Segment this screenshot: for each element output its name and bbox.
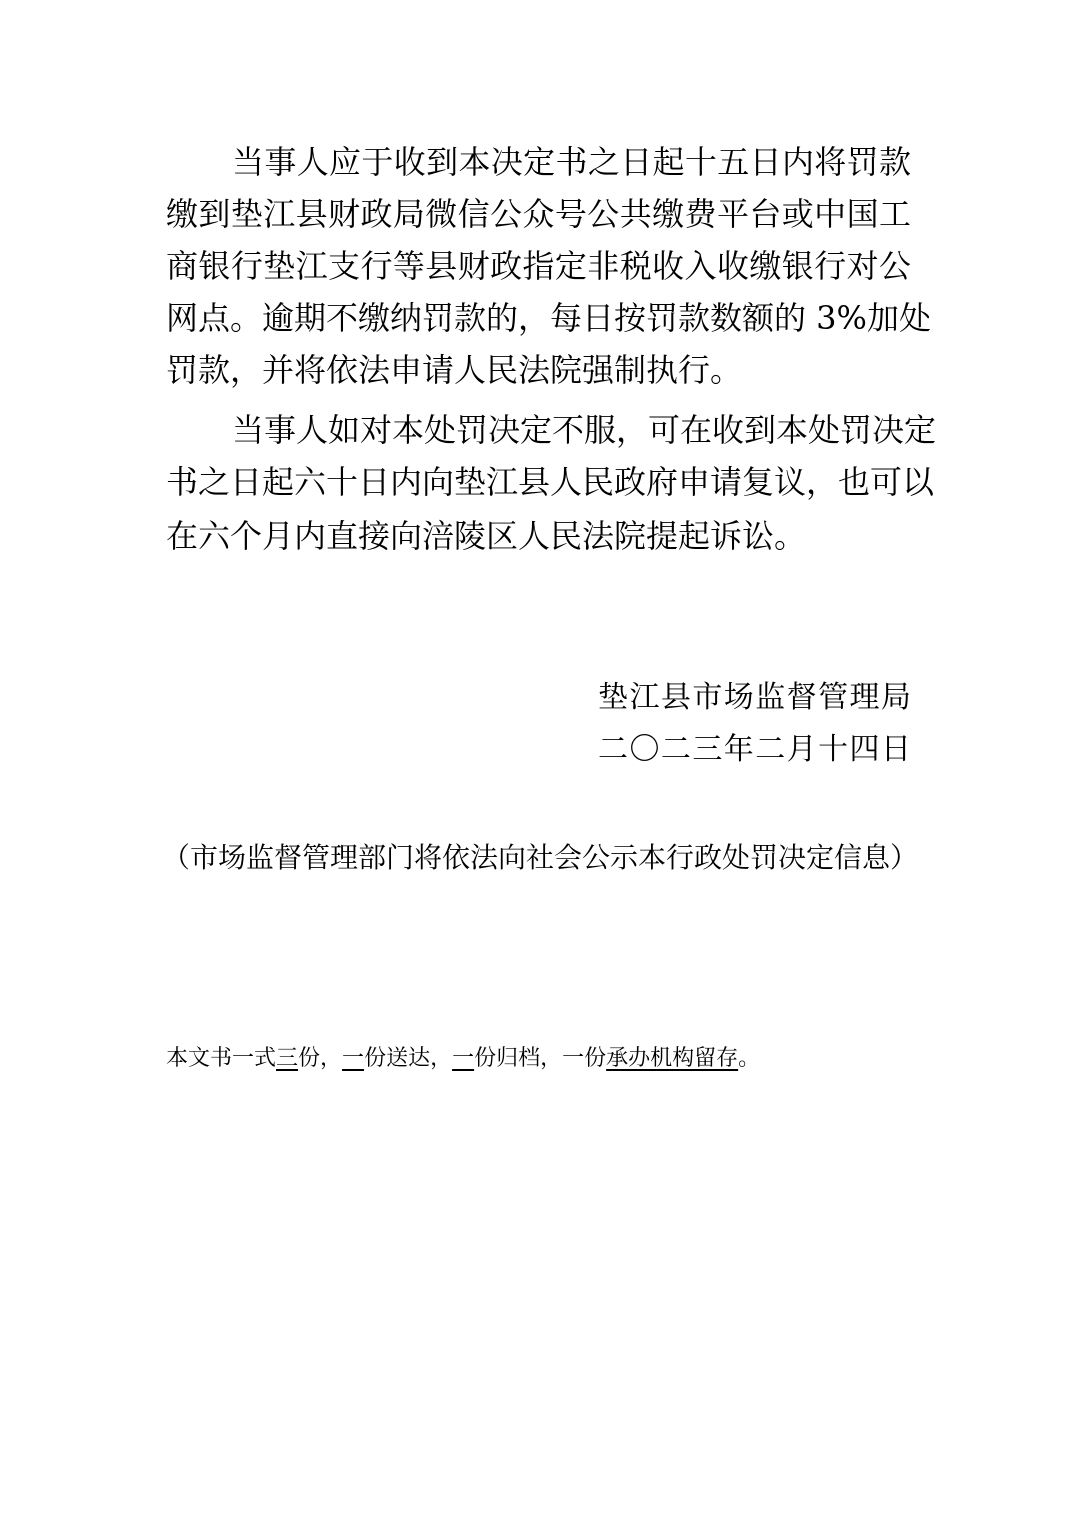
copies-part1: 份， xyxy=(298,1046,343,1071)
copies-suffix: 。 xyxy=(738,1046,761,1071)
paragraph-2-line-2: 书之日起六十日内向垫江县人民政府申请复议，也可以 xyxy=(166,463,935,501)
copies-served-count: 一 xyxy=(342,1046,365,1071)
paragraph-1-line-5: 罚款，并将依法申请人民法院强制执行。 xyxy=(166,351,743,389)
issuing-organization: 垫江县市场监督管理局 xyxy=(598,680,911,715)
paragraph-1-line-4: 网点。逾期不缴纳罚款的，每日按罚款数额的 3%加处 xyxy=(166,299,931,337)
copies-total: 三 xyxy=(276,1046,299,1071)
copies-prefix: 本文书一式 xyxy=(166,1046,277,1071)
paragraph-1-line-2: 缴到垫江县财政局微信公众号公共缴费平台或中国工 xyxy=(166,195,911,233)
issue-date: 二〇二三年二月十四日 xyxy=(598,732,911,767)
public-disclosure-notice: （市场监督管理部门将依法向社会公示本行政处罚决定信息） xyxy=(162,841,919,874)
paragraph-2-line-1: 当事人如对本处罚决定不服，可在收到本处罚决定 xyxy=(232,411,937,449)
copies-note xyxy=(166,1044,760,1074)
paragraph-1-line-3: 商银行垫江支行等县财政指定非税收入收缴银行对公 xyxy=(166,247,911,285)
copies-archived-count: 一 xyxy=(452,1046,475,1071)
paragraph-1-line-1: 当事人应于收到本决定书之日起十五日内将罚款 xyxy=(232,143,911,181)
copies-holder: 承办机构留存 xyxy=(606,1046,739,1071)
copies-part2: 份送达， xyxy=(364,1046,453,1071)
copies-part3: 份归档，一份 xyxy=(474,1046,607,1071)
paragraph-2-line-3: 在六个月内直接向涪陵区人民法院提起诉讼。 xyxy=(166,517,807,555)
